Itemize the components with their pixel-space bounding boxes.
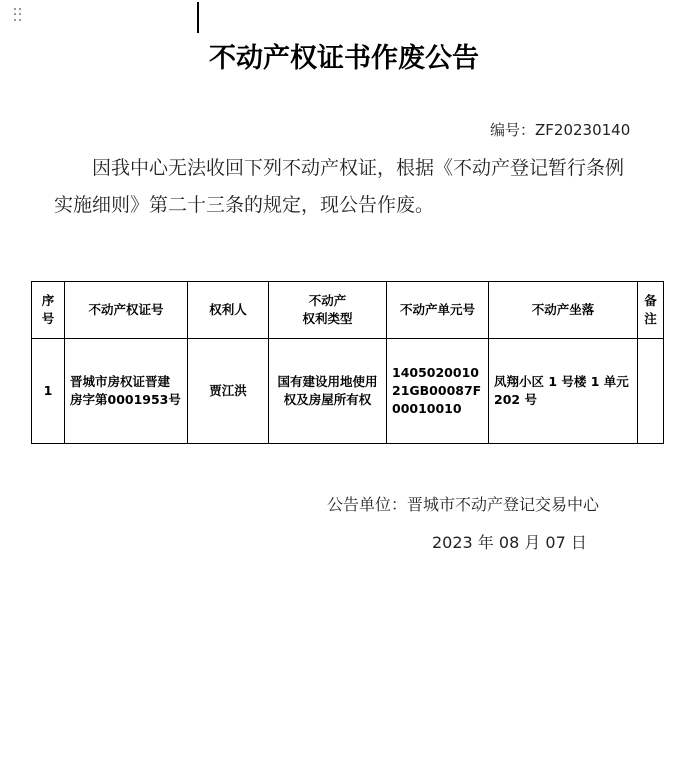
header-right-type-line1: 不动产 (308, 293, 347, 308)
cell-cert-no: 晋城市房权证晋建房字第0001953号 (65, 339, 188, 444)
header-owner: 权利人 (188, 282, 269, 339)
header-location: 不动产坐落 (489, 282, 638, 339)
header-right-type (269, 282, 387, 339)
table-row (32, 339, 664, 444)
intro-paragraph: 因我中心无法收回下列不动产权证，根据《不动产登记暂行条例实施细则》第二十三条的规定，现公告作废。 (54, 157, 625, 216)
header-remark: 备注 (638, 282, 664, 339)
table-header-row (32, 282, 664, 339)
cell-owner: 贾江洪 (188, 339, 269, 444)
cell-location: 凤翔小区 1 号楼 1 单元 202 号 (489, 339, 638, 444)
cell-right-type: 国有建设用地使用权及房屋所有权 (269, 339, 387, 444)
document-number: 编号：ZF20230140 (490, 121, 631, 139)
text-cursor (197, 2, 199, 33)
header-seq: 序号 (32, 282, 65, 339)
header-cert-no: 不动产权证号 (65, 282, 188, 339)
issue-date: 2023 年 08 月 07 日 (432, 533, 587, 552)
drag-handle-icon[interactable] (14, 8, 22, 22)
cell-remark (638, 339, 664, 444)
header-right-type-line2: 权利类型 (302, 311, 353, 326)
certificate-table (31, 281, 664, 444)
header-unit-no: 不动产单元号 (387, 282, 489, 339)
issuing-unit: 公告单位：晋城市不动产登记交易中心 (327, 495, 600, 514)
cell-seq: 1 (32, 339, 65, 444)
page-title: 不动产权证书作废公告 (209, 43, 479, 74)
cell-unit-no: 140502001021GB00087F00010010 (387, 339, 489, 444)
